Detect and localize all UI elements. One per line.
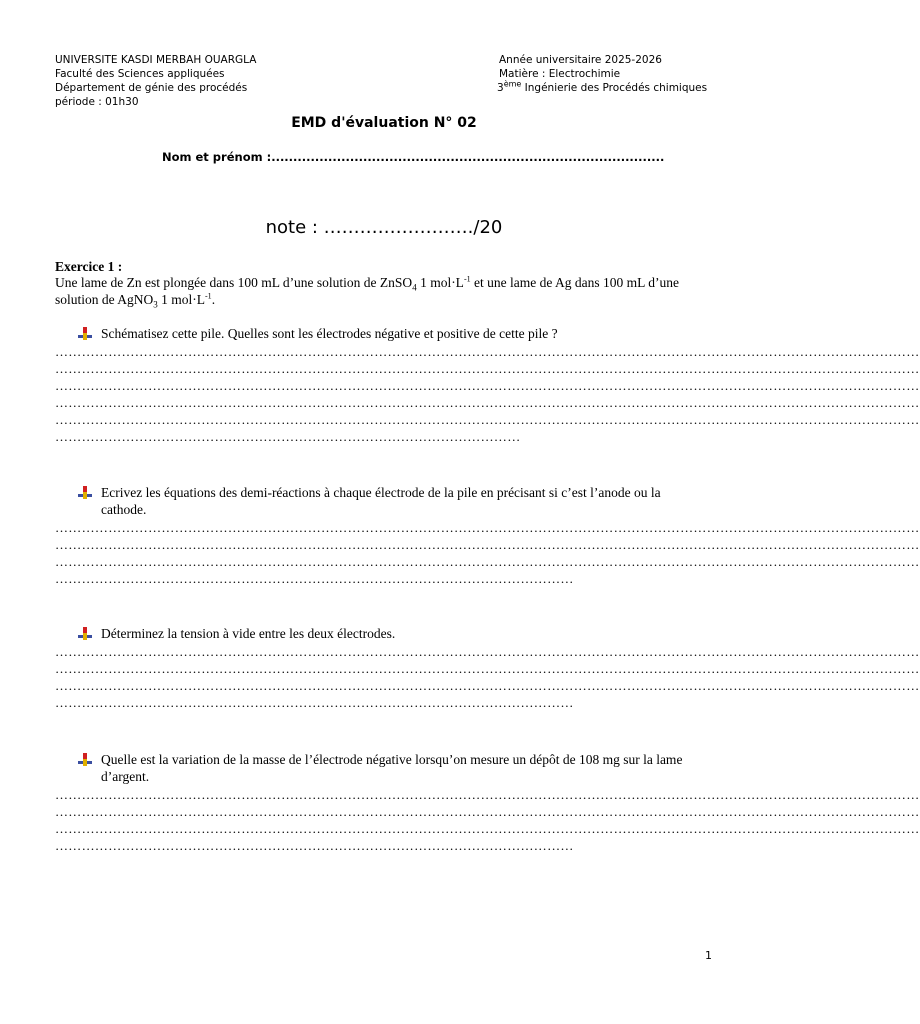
exam-title: EMD d'évaluation N° 02 bbox=[291, 115, 477, 131]
answer-line[interactable]: ……………………………………………………………………………………………………… bbox=[55, 571, 574, 586]
answer-line[interactable]: …………………………………………………………………………………………………………………………………………………………………………… bbox=[55, 821, 920, 836]
bullet-icon bbox=[78, 627, 92, 640]
answer-line[interactable]: …………………………………………………………………………………………… bbox=[55, 429, 521, 444]
question-4: Quelle est la variation de la masse de l’électrode négative lorsqu’on mesure un dépôt de 108 mg sur la lame d’argent. bbox=[78, 751, 708, 785]
bullet-icon bbox=[78, 753, 92, 766]
answer-line[interactable]: …………………………………………………………………………………………………………………………………………………………………………… bbox=[55, 537, 920, 552]
answer-line[interactable]: …………………………………………………………………………………………………………………………………………………………………………… bbox=[55, 787, 920, 802]
faculty-name: Faculté des Sciences appliquées bbox=[55, 68, 225, 80]
university-name: UNIVERSITE KASDI MERBAH OUARGLA bbox=[55, 54, 257, 66]
answer-line[interactable]: ……………………………………………………………………………………………………… bbox=[55, 695, 574, 710]
name-label: Nom et prénom : bbox=[162, 150, 272, 164]
answer-line[interactable]: ……………………………………………………………………………………………………… bbox=[55, 838, 574, 853]
department-name: Département de génie des procédés bbox=[55, 82, 248, 94]
answer-line[interactable]: …………………………………………………………………………………………………………………………………………………………………………… bbox=[55, 661, 920, 676]
exercise-title: Exercice 1 : bbox=[55, 259, 123, 274]
question-3: Déterminez la tension à vide entre les deux électrodes. bbox=[78, 625, 708, 642]
exercise-intro: Une lame de Zn est plongée dans 100 mL d’une solution de ZnSO$_4$ 1 $mol\cdot L^{-1}$ et une lame de Ag dans 100 mL d’une solution de AgNO$_3$ 1 $mol\cdot L^{-1}$. bbox=[55, 274, 679, 310]
study-level: 3ème Ingénierie des Procédés chimiques bbox=[497, 79, 708, 94]
answer-line[interactable]: …………………………………………………………………………………………………………………………………………………………………………… bbox=[55, 361, 920, 376]
answer-line[interactable]: …………………………………………………………………………………………………………………………………………………………………………… bbox=[55, 378, 920, 393]
answer-line[interactable]: …………………………………………………………………………………………………………………………………………………………………………… bbox=[55, 344, 920, 359]
exam-period: période : 01h30 bbox=[55, 96, 139, 108]
question-2: Ecrivez les équations des demi-réactions à chaque électrode de la pile en précisant si c’est l’anode ou la cathode. bbox=[78, 484, 708, 518]
grade-field[interactable]: note : ……………………./20 bbox=[265, 217, 503, 238]
answer-line[interactable]: …………………………………………………………………………………………………………………………………………………………………………… bbox=[55, 412, 920, 427]
page-number: 1 bbox=[705, 949, 712, 962]
academic-year: Année universitaire 2025-2026 bbox=[499, 54, 662, 66]
answer-line[interactable]: …………………………………………………………………………………………………………………………………………………………………………… bbox=[55, 678, 920, 693]
subject-name: Matière : Electrochimie bbox=[499, 68, 621, 80]
answer-line[interactable]: …………………………………………………………………………………………………………………………………………………………………………… bbox=[55, 554, 920, 569]
answer-line[interactable]: …………………………………………………………………………………………………………………………………………………………………………… bbox=[55, 520, 920, 535]
name-dots: .......................................................................................... bbox=[271, 150, 665, 164]
header-left bbox=[55, 53, 256, 109]
name-field[interactable] bbox=[162, 150, 664, 164]
question-1: Schématisez cette pile. Quelles sont les électrodes négative et positive de cette pile ? bbox=[78, 325, 708, 342]
bullet-icon bbox=[78, 327, 92, 340]
answer-line[interactable]: …………………………………………………………………………………………………………………………………………………………………………… bbox=[55, 804, 920, 819]
answer-line[interactable]: …………………………………………………………………………………………………………………………………………………………………………… bbox=[55, 395, 920, 410]
answer-line[interactable]: …………………………………………………………………………………………………………………………………………………………………………… bbox=[55, 644, 920, 659]
header-right bbox=[499, 53, 707, 95]
bullet-icon bbox=[78, 486, 92, 499]
